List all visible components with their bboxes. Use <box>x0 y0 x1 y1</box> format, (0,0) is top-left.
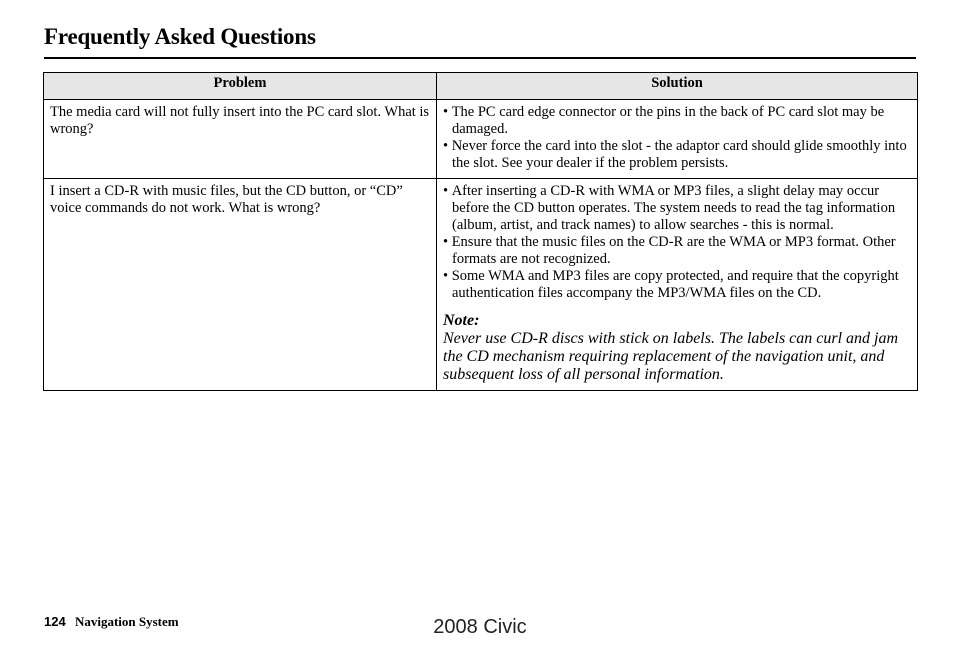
solution-item: • Ensure that the music files on the CD-R are the WMA or MP3 format. Other formats are not recognized. <box>443 234 911 268</box>
solution-list <box>443 104 911 172</box>
column-header-solution: Solution <box>437 73 918 100</box>
solution-list <box>443 183 911 302</box>
column-header-problem: Problem <box>44 73 437 100</box>
note-heading: Note: <box>443 312 480 329</box>
page-number: 124 <box>44 614 66 629</box>
solution-cell <box>437 100 918 179</box>
problem-cell: The media card will not fully insert into the PC card slot. What is wrong? <box>44 100 437 179</box>
solution-item: • Never force the card into the slot - the adaptor card should glide smoothly into the slot. See your dealer if the problem persists. <box>443 138 911 172</box>
faq-table <box>43 72 918 391</box>
page-title: Frequently Asked Questions <box>44 24 316 49</box>
watermark: 2008 Civic <box>433 616 527 638</box>
note-block <box>443 312 911 384</box>
table-row <box>44 100 918 179</box>
solution-item: • Some WMA and MP3 files are copy protected, and require that the copyright authentication files accompany the MP3/WMA files on the CD. <box>443 268 911 302</box>
problem-cell: I insert a CD-R with music files, but the CD button, or “CD” voice commands do not work. What is wrong? <box>44 179 437 391</box>
table-header-row <box>44 73 918 100</box>
note-text: Never use CD-R discs with stick on labels. The labels can curl and jam the CD mechanism requiring replacement of the navigation unit, and subsequent loss of all personal information. <box>443 330 899 383</box>
table-row <box>44 179 918 391</box>
footer-section-label: Navigation System <box>74 614 179 629</box>
solution-item: • The PC card edge connector or the pins in the back of PC card slot may be damaged. <box>443 104 911 138</box>
solution-item: • After inserting a CD-R with WMA or MP3 files, a slight delay may occur before the CD button operates. The system needs to read the tag information (album, artist, and track names) to allow searches - this is normal. <box>443 183 911 234</box>
title-divider <box>44 57 916 59</box>
solution-cell <box>437 179 918 391</box>
